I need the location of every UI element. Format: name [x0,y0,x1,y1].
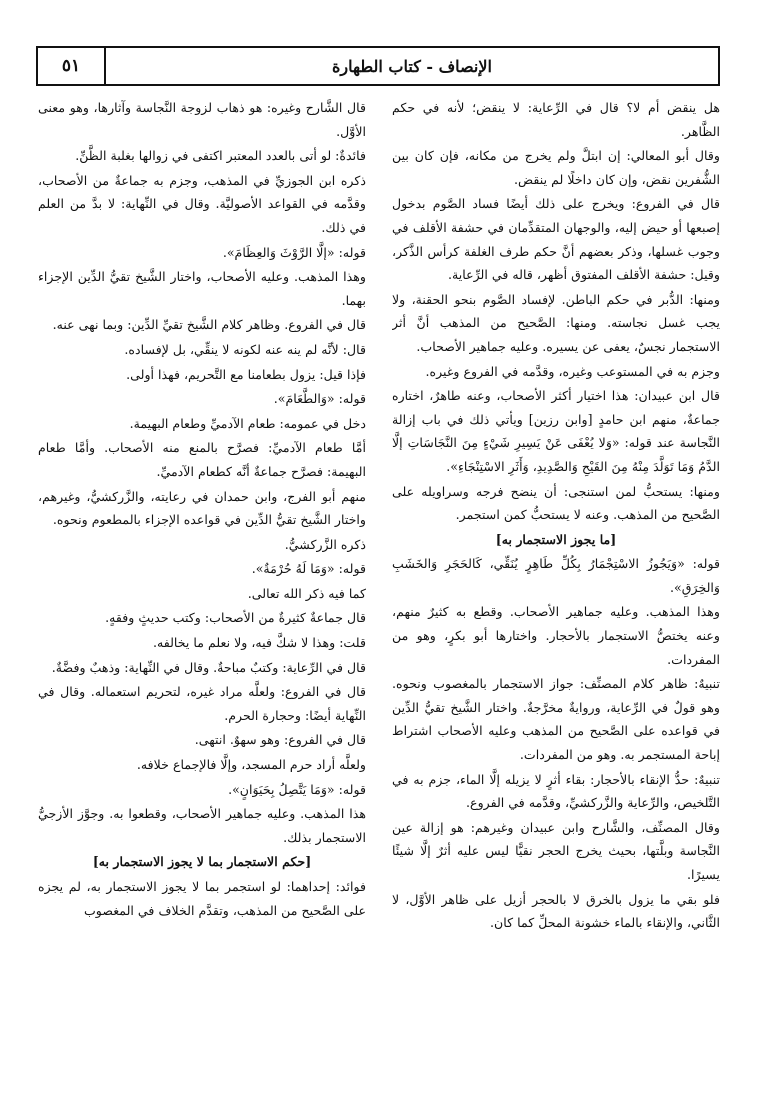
paragraph: ومنها: الدُّبر في حكم الباطن. لإفساد الصَّوم بنحو الحقنة، ولا يجب غسل نجاسته. ومنها: الصَّحيح من المذهب أنَّ أثر الاستجمار نجسٌ، يعفى عن يسيره. وعليه جماهير الأصحاب. [392,291,720,354]
paragraph: قال في الفروع: ولعلَّه مراد غيره، لتحريم استعماله. وقال في النِّهاية أيضًا: وحجارة الحرم. [38,684,366,723]
paragraph: قلت: وهذا لا شكَّ فيه، ولا نعلم ما يخالفه. [152,635,366,651]
paragraph: فإذا قيل: يزول بطعامنا مع التَّحريم، فهذا أولى. [126,366,366,382]
paragraph: تنبيهٌ: ظاهر كلام المصنِّف: جواز الاستجمار بالمغصوب ونحوه. وهو قولٌ في الرِّعاية، وروايةٌ مخرَّجةٌ. واختار الشَّيخ تقيُّ الدِّين في قواعده على الصَّحيح من المذهب وعليه الأصحاب اشتراط إباحة المستجمر به. وهو من المفردات. [392,676,720,763]
paragraph: قال في الفروع: وهو سهوٌ. انتهى. [194,732,366,748]
right-column [392,96,720,1096]
paragraph: فائدةٌ: لو أتى بالعدد المعتبر اكتفى في زوالها بغلبة الظَّنِّ. [75,148,366,164]
section-title: [ما يجوز الاستجمار به] [495,531,617,547]
paragraph: ولعلَّه أراد حرم المسجد، وإلَّا فالإجماع خلافه. [136,757,366,773]
paragraph: ذكره الزَّركشيُّ. [284,536,366,552]
paragraph: وقال أبو المعالي: إن ابتلَّ ولم يخرج من مكانه، فإن كان بين الشُّفرين نقض، وإن كان داخلًا لم ينقض. [392,148,720,187]
paragraph: وهذا المذهب. وعليه الأصحاب، واختار الشَّيخ تقيُّ الدِّين الإجزاء بهما. [38,269,366,308]
paragraph: فلو بقي ما يزول بالخرق لا بالحجر أزيل على ظاهر الأوَّل، لا الثَّاني، والإنقاء بالماء خشونة المحلِّ كما كان. [392,891,720,931]
paragraph: ومنها: يستحبُّ لمن استنجى: أن ينضح فرجه وسراويله على الصَّحيح من المذهب. وعنه لا يستحبُّ كمن استجمر. [392,483,720,523]
paragraph: قال ابن عبيدان: هذا اختيار أكثر الأصحاب، وعنه طاهرٌ، اختاره جماعةٌ، منهم ابن حامدٍ [وابن رزين] ويأتي ذلك في باب إزالة النَّجاسة عند قوله: «وَلا يُعْفَى عَنْ يَسِيرِ شَيْءٍ مِنَ النَّجَاسَاتِ إلَّا الدَّمُ وَمَا تَوَلَّدَ مِنْهُ مِنَ القَيْحِ وَالصَّدِيدِ، وَأَثَرِ الاسْتِنْجَاءِ». [392,388,720,474]
paragraph: قوله: «وَيَجُوزُ الاسْتِجْمَارُ بِكُلِّ طَاهِرٍ يُنَقِّي، كَالحَجَرِ وَالخَشَبِ وَالخِرَقِ». [392,556,720,595]
paragraph: قال في الفروع. وظاهر كلام الشَّيخ تقيِّ الدِّين: وبما نهى عنه. [52,317,366,333]
paragraph: قوله: «وَمَا لَهُ حُرْمَةٌ». [251,561,366,577]
paragraph: وقال المصنِّف، والشَّارح وابن عبيدان وغيرهم: هو إزالة عين النَّجاسة وبلَّتها، بحيث يخرج الحجر نقيًّا ليس عليه أثرٌ إلَّا شيئًا يسيرًا. [392,819,720,882]
paragraph: قوله: «وَالطَّعَامَ». [273,391,366,407]
paragraph: قال في الفروع: ويخرج على ذلك أيضًا فساد الصَّوم بدخول إصبعها أو حيض إليه، والوجهان المتقدِّمان في حشفة الأقلف في وجوب غسلها، وذكر بعضهم أنَّ حكم طرف الغلفة كرأس الذَّكر، وقيل: حشفة الأقلف المفتوق أظهر، قاله في الرِّعاية. [392,196,720,283]
page-header [36,46,720,86]
paragraph: قوله: «وَمَا يَتَّصِلُ بِحَيَوَانٍ». [228,781,366,797]
left-column [38,96,366,1096]
paragraph: وجزم به في المستوعب وغيره، وقدَّمه في الفروع وغيره. [425,363,720,379]
paragraph: كما فيه ذكر الله تعالى. [247,585,366,601]
paragraph: هل ينقض أم لا؟ قال في الرِّعاية: لا ينقض؛ لأنه في حكم الظَّاهر. [392,100,720,139]
paragraph: قال: لأنَّه لم ينه عنه لكونه لا ينقِّي، بل لإفساده. [124,341,366,357]
paragraph: قال جماعةٌ كثيرةٌ من الأصحاب: وكتب حديثٍ وفقهٍ. [105,610,366,626]
paragraph: قال الشَّارح وغيره: هو ذهاب لزوجة النَّجاسة وآثارها، وهو معنى الأوَّل. [38,100,366,139]
book-title: الإنصاف - كتاب الطهارة [332,56,492,76]
section-title: [حكم الاستجمار بما لا يجوز الاستجمار به] [92,854,312,870]
paragraph: هذا المذهب. وعليه جماهير الأصحاب، وقطعوا به. وجوَّز الأزجيُّ الاستجمار بذلك. [38,806,366,845]
paragraph: تنبيهٌ: حدُّ الإنقاء بالأحجار: بقاء أثرٍ لا يزيله إلَّا الماء، جزم به في التَّلخيص، والرِّعاية والزَّركشيِّ، وقدَّمه في الفروع. [392,771,720,811]
paragraph: وهذا المذهب. وعليه جماهير الأصحاب. وقطع به كثيرٌ منهم، وعنه يختصُّ الاستجمار بالأحجار. واختارها أبو بكرٍ، وهو من المفردات. [392,604,720,667]
paragraph: ذكره ابن الجوزيِّ في المذهب، وجزم به جماعةٌ من الأصحاب، وقدَّمه في القواعد الأصوليَّة. وقال في النِّهاية: لا بدَّ من العلم في ذلك. [38,172,366,235]
page-number: ٥١ [38,48,106,84]
paragraph: أمَّا طعام الآدميِّ: فصرَّح بالمنع منه الأصحاب. وأمَّا طعام البهيمة: فصرَّح جماعةٌ أنَّه كطعام الآدميِّ. [38,440,366,479]
paragraph: فوائد: إحداهما: لو استجمر بما لا يجوز الاستجمار به، لم يجزه على الصَّحيح من المذهب، وتقدَّم الخلاف في المغصوب [38,879,366,918]
paragraph: قوله: «إلَّا الرَّوْثَ وَالعِظَامَ». [222,244,366,260]
paragraph: دخل في عمومه: طعام الآدميِّ وطعام البهيمة. [129,415,366,431]
paragraph: منهم أبو الفرج، وابن حمدان في رعايته، والزَّركشيُّ، وغيرهم، واختار الشَّيخ تقيُّ الدِّين في قواعده الإجزاء بالمطعوم ونحوه. [38,488,366,528]
paragraph: قال في الرِّعاية: وكتبٌ مباحةٌ. وقال في النِّهاية: وذهبٌ وفضَّةٌ. [51,659,366,675]
